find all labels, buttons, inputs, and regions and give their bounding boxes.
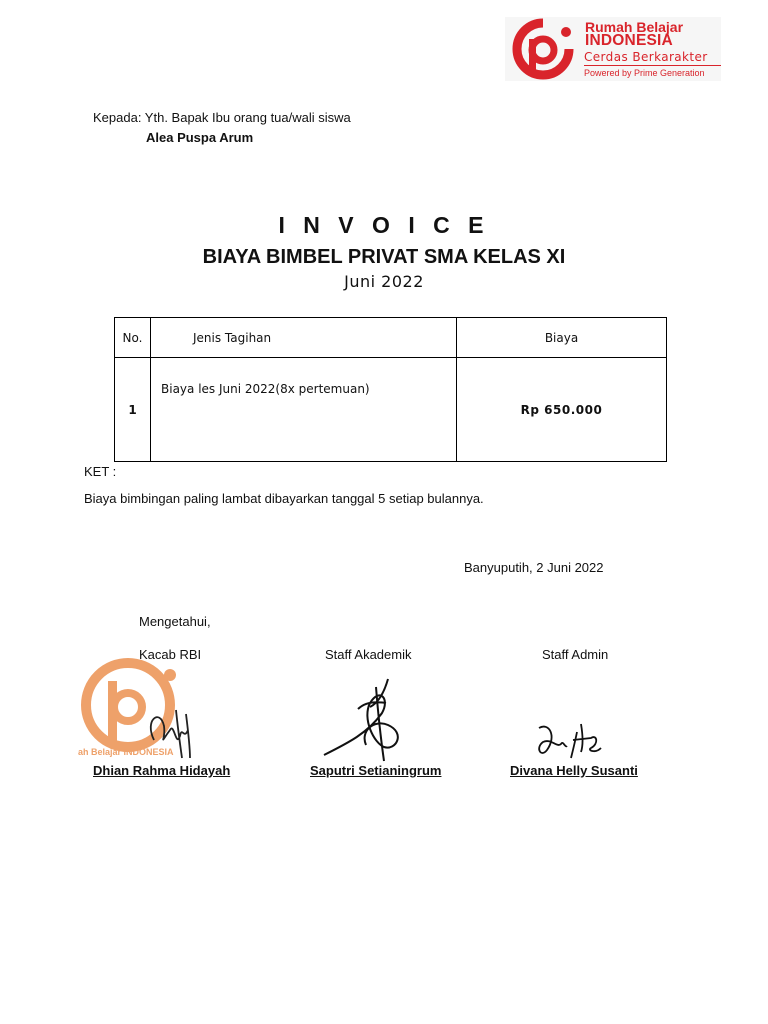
signature-admin-icon — [533, 718, 605, 764]
company-logo — [505, 17, 721, 81]
logo-line-1: Rumah Belajar — [585, 19, 684, 35]
logo-line-2: INDONESIA — [585, 32, 673, 49]
invoice-title: I N V O I C E — [278, 212, 490, 238]
row-amount: Rp 650.000 — [457, 358, 667, 462]
invoice-subtitle: BIAYA BIMBEL PRIVAT SMA KELAS XI — [202, 246, 566, 268]
signature-kacab-icon — [140, 700, 200, 762]
table-row — [115, 358, 667, 462]
row-no: 1 — [115, 358, 151, 462]
row-item: Biaya les Juni 2022(8x pertemuan) — [151, 358, 457, 462]
role-staff-akademik: Staff Akademik — [325, 647, 412, 662]
logo-tagline: Cerdas Berkarakter — [584, 50, 708, 64]
signatory-name-kacab: Dhian Rahma Hidayah — [93, 763, 231, 778]
notes-label: KET : — [84, 464, 117, 479]
header-item: Jenis Tagihan — [151, 318, 457, 358]
notes-text: Biaya bimbingan paling lambat dibayarkan tanggal 5 setiap bulannya. — [84, 491, 484, 506]
stamp-text: ah Belajar INDONESIA — [78, 747, 174, 757]
acknowledge-label: Mengetahui, — [139, 614, 211, 629]
billing-table — [114, 317, 667, 462]
place-date: Banyuputih, 2 Juni 2022 — [464, 560, 604, 575]
logo-divider — [584, 65, 721, 66]
role-staff-admin: Staff Admin — [542, 647, 609, 662]
invoice-period: Juni 2022 — [344, 272, 424, 291]
recipient-label: Kepada: Yth. Bapak Ibu orang tua/wali siswa — [93, 110, 351, 125]
signatory-name-akademik: Saputri Setianingrum — [310, 763, 442, 778]
header-no: No. — [115, 318, 151, 358]
logo-mark-icon — [505, 17, 581, 81]
header-amount: Biaya — [457, 318, 667, 358]
student-name: Alea Puspa Arum — [146, 130, 254, 145]
table-header-row — [115, 318, 667, 358]
signatory-name-admin: Divana Helly Susanti — [510, 763, 638, 778]
role-kacab: Kacab RBI — [139, 647, 202, 662]
signature-akademik-icon — [318, 673, 418, 763]
logo-powered-by: Powered by Prime Generation — [584, 68, 705, 78]
